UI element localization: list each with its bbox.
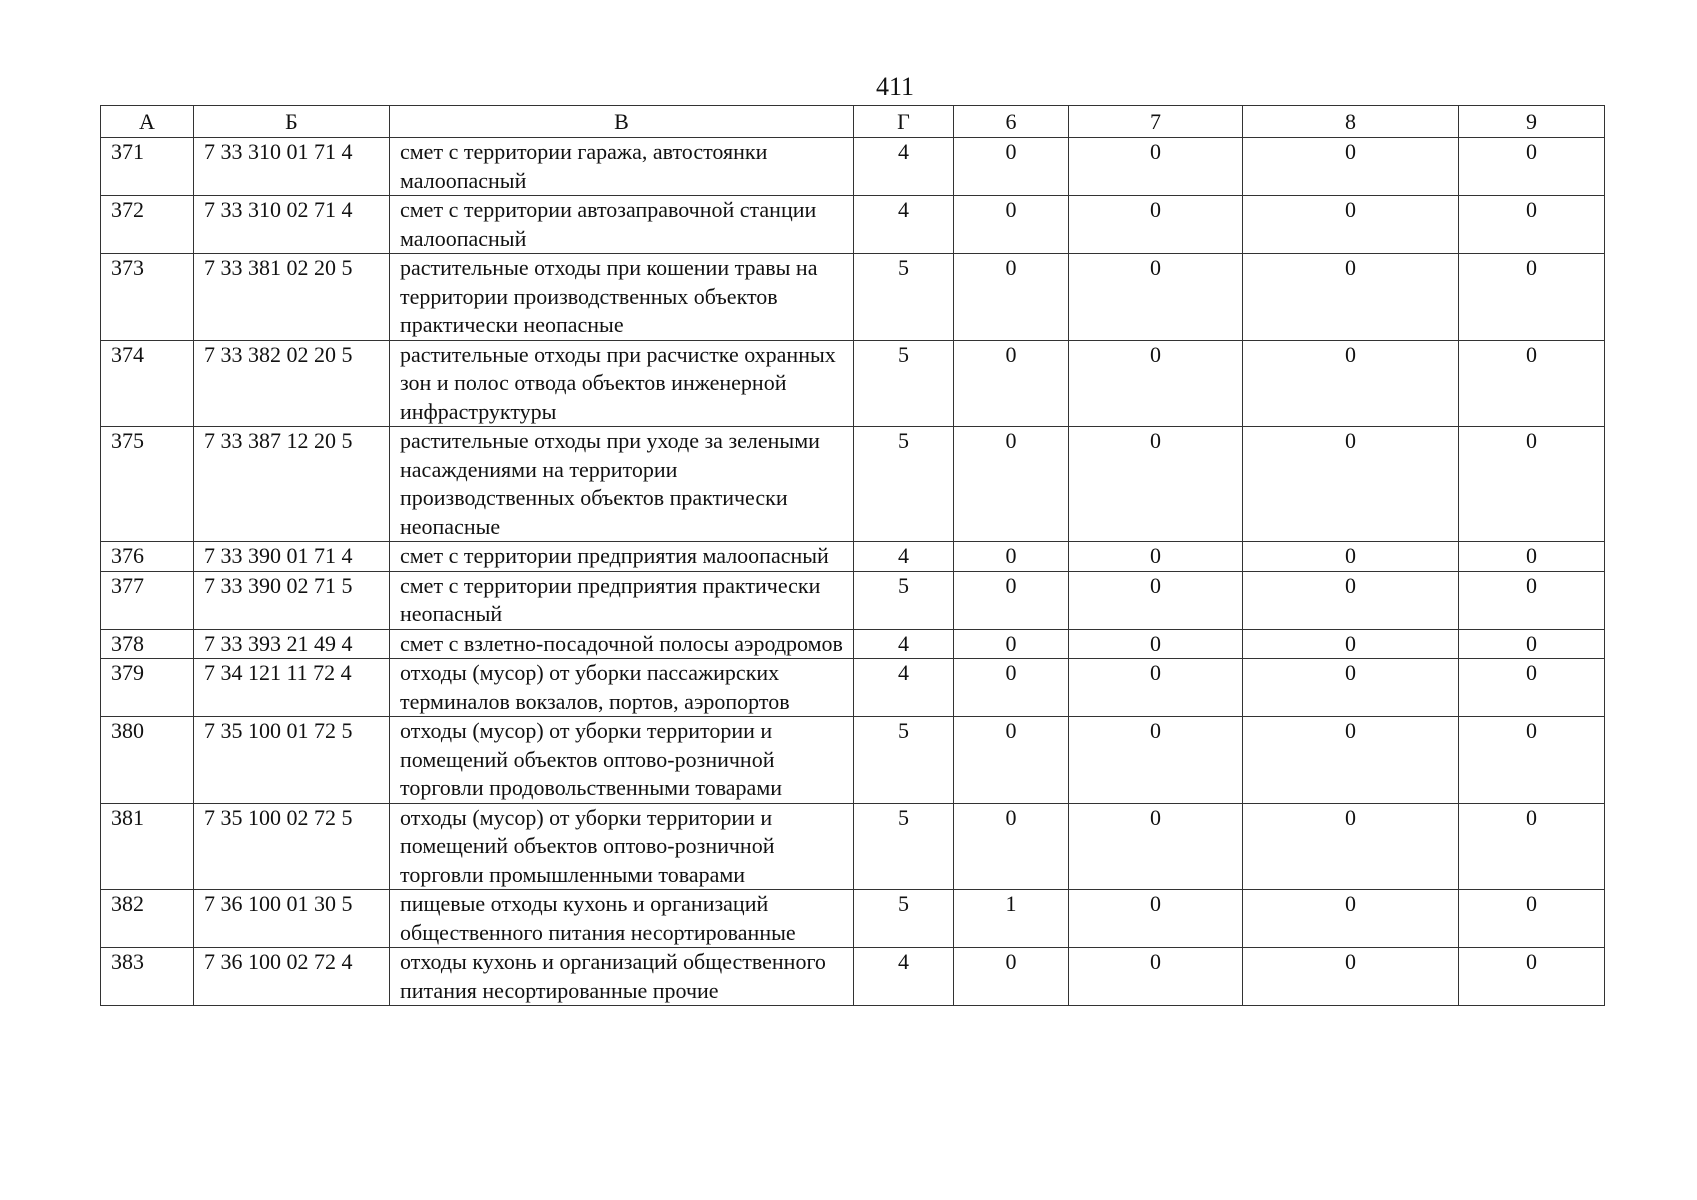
table-header-row	[101, 106, 1605, 138]
hazard-class-cell: 5	[854, 803, 954, 890]
waste-name-cell: растительные отходы при расчистке охранных зон и полос отвода объектов инженерной инфраструктуры	[390, 340, 854, 427]
hazard-class-cell: 5	[854, 890, 954, 948]
value-cell-7: 0	[1069, 254, 1243, 341]
table-row	[101, 629, 1605, 659]
value-cell-8: 0	[1243, 659, 1459, 717]
value-cell-7: 0	[1069, 571, 1243, 629]
value-cell-7: 0	[1069, 890, 1243, 948]
value-cell-9: 0	[1459, 571, 1605, 629]
value-cell-9: 0	[1459, 427, 1605, 542]
value-cell-6: 0	[954, 948, 1069, 1006]
waste-name-cell: смет с территории предприятия практически неопасный	[390, 571, 854, 629]
hazard-class-cell: 5	[854, 427, 954, 542]
waste-table	[100, 105, 1605, 1006]
value-cell-6: 0	[954, 571, 1069, 629]
value-cell-8: 0	[1243, 427, 1459, 542]
header-cell-7: 7	[1069, 106, 1243, 138]
value-cell-6: 0	[954, 717, 1069, 804]
row-number-cell: 372	[101, 196, 194, 254]
value-cell-8: 0	[1243, 138, 1459, 196]
hazard-class-cell: 4	[854, 948, 954, 1006]
header-cell-9: 9	[1459, 106, 1605, 138]
value-cell-8: 0	[1243, 196, 1459, 254]
header-cell-b: Б	[194, 106, 390, 138]
hazard-class-cell: 5	[854, 340, 954, 427]
row-number-cell: 371	[101, 138, 194, 196]
table-row	[101, 571, 1605, 629]
value-cell-8: 0	[1243, 542, 1459, 572]
waste-name-cell: растительные отходы при уходе за зелеными насаждениями на территории производственных объектов практически неопасные	[390, 427, 854, 542]
row-number-cell: 382	[101, 890, 194, 948]
row-number-cell: 374	[101, 340, 194, 427]
value-cell-9: 0	[1459, 948, 1605, 1006]
waste-name-cell: отходы (мусор) от уборки пассажирских терминалов вокзалов, портов, аэропортов	[390, 659, 854, 717]
header-cell-8: 8	[1243, 106, 1459, 138]
value-cell-8: 0	[1243, 948, 1459, 1006]
waste-name-cell: смет с территории гаража, автостоянки малоопасный	[390, 138, 854, 196]
value-cell-9: 0	[1459, 890, 1605, 948]
value-cell-7: 0	[1069, 427, 1243, 542]
value-cell-9: 0	[1459, 340, 1605, 427]
row-number-cell: 376	[101, 542, 194, 572]
value-cell-7: 0	[1069, 196, 1243, 254]
value-cell-9: 0	[1459, 803, 1605, 890]
row-number-cell: 378	[101, 629, 194, 659]
value-cell-9: 0	[1459, 138, 1605, 196]
value-cell-6: 0	[954, 340, 1069, 427]
hazard-class-cell: 5	[854, 254, 954, 341]
value-cell-7: 0	[1069, 542, 1243, 572]
waste-code-cell: 7 36 100 02 72 4	[194, 948, 390, 1006]
value-cell-7: 0	[1069, 629, 1243, 659]
table-row	[101, 427, 1605, 542]
value-cell-7: 0	[1069, 340, 1243, 427]
waste-name-cell: смет с территории автозаправочной станции малоопасный	[390, 196, 854, 254]
waste-name-cell: растительные отходы при кошении травы на территории производственных объектов практически неопасные	[390, 254, 854, 341]
hazard-class-cell: 4	[854, 138, 954, 196]
row-number-cell: 377	[101, 571, 194, 629]
waste-code-cell: 7 35 100 02 72 5	[194, 803, 390, 890]
waste-code-cell: 7 33 390 01 71 4	[194, 542, 390, 572]
waste-name-cell: смет с территории предприятия малоопасный	[390, 542, 854, 572]
value-cell-9: 0	[1459, 196, 1605, 254]
header-cell-a: А	[101, 106, 194, 138]
value-cell-6: 0	[954, 427, 1069, 542]
value-cell-8: 0	[1243, 629, 1459, 659]
waste-code-cell: 7 33 382 02 20 5	[194, 340, 390, 427]
value-cell-9: 0	[1459, 659, 1605, 717]
value-cell-8: 0	[1243, 254, 1459, 341]
table-row	[101, 196, 1605, 254]
waste-name-cell: отходы кухонь и организаций общественного питания несортированные прочие	[390, 948, 854, 1006]
waste-code-cell: 7 33 310 01 71 4	[194, 138, 390, 196]
value-cell-6: 0	[954, 254, 1069, 341]
hazard-class-cell: 4	[854, 659, 954, 717]
waste-name-cell: пищевые отходы кухонь и организаций общественного питания несортированные	[390, 890, 854, 948]
row-number-cell: 380	[101, 717, 194, 804]
row-number-cell: 375	[101, 427, 194, 542]
waste-code-cell: 7 33 381 02 20 5	[194, 254, 390, 341]
value-cell-9: 0	[1459, 542, 1605, 572]
value-cell-7: 0	[1069, 717, 1243, 804]
hazard-class-cell: 5	[854, 571, 954, 629]
row-number-cell: 381	[101, 803, 194, 890]
value-cell-7: 0	[1069, 803, 1243, 890]
waste-code-cell: 7 35 100 01 72 5	[194, 717, 390, 804]
value-cell-9: 0	[1459, 254, 1605, 341]
value-cell-7: 0	[1069, 138, 1243, 196]
value-cell-7: 0	[1069, 659, 1243, 717]
value-cell-8: 0	[1243, 803, 1459, 890]
waste-code-cell: 7 33 393 21 49 4	[194, 629, 390, 659]
header-cell-g: Г	[854, 106, 954, 138]
value-cell-8: 0	[1243, 571, 1459, 629]
value-cell-6: 1	[954, 890, 1069, 948]
value-cell-6: 0	[954, 138, 1069, 196]
hazard-class-cell: 5	[854, 717, 954, 804]
row-number-cell: 383	[101, 948, 194, 1006]
waste-code-cell: 7 33 310 02 71 4	[194, 196, 390, 254]
waste-name-cell: отходы (мусор) от уборки территории и помещений объектов оптово-розничной торговли промышленными товарами	[390, 803, 854, 890]
table-row	[101, 659, 1605, 717]
table-row	[101, 340, 1605, 427]
header-cell-6: 6	[954, 106, 1069, 138]
row-number-cell: 373	[101, 254, 194, 341]
table-row	[101, 542, 1605, 572]
value-cell-6: 0	[954, 803, 1069, 890]
hazard-class-cell: 4	[854, 196, 954, 254]
hazard-class-cell: 4	[854, 542, 954, 572]
table-row	[101, 717, 1605, 804]
value-cell-7: 0	[1069, 948, 1243, 1006]
table-row	[101, 254, 1605, 341]
value-cell-6: 0	[954, 659, 1069, 717]
waste-code-cell: 7 33 387 12 20 5	[194, 427, 390, 542]
value-cell-9: 0	[1459, 717, 1605, 804]
row-number-cell: 379	[101, 659, 194, 717]
value-cell-8: 0	[1243, 890, 1459, 948]
waste-code-cell: 7 33 390 02 71 5	[194, 571, 390, 629]
header-cell-v: В	[390, 106, 854, 138]
waste-code-cell: 7 34 121 11 72 4	[194, 659, 390, 717]
value-cell-8: 0	[1243, 717, 1459, 804]
page-number: 411	[875, 72, 915, 101]
hazard-class-cell: 4	[854, 629, 954, 659]
value-cell-8: 0	[1243, 340, 1459, 427]
value-cell-6: 0	[954, 629, 1069, 659]
table-row	[101, 948, 1605, 1006]
value-cell-6: 0	[954, 196, 1069, 254]
waste-name-cell: смет с взлетно-посадочной полосы аэродромов	[390, 629, 854, 659]
table-row	[101, 138, 1605, 196]
value-cell-6: 0	[954, 542, 1069, 572]
table-row	[101, 803, 1605, 890]
waste-code-cell: 7 36 100 01 30 5	[194, 890, 390, 948]
value-cell-9: 0	[1459, 629, 1605, 659]
table-row	[101, 890, 1605, 948]
waste-name-cell: отходы (мусор) от уборки территории и помещений объектов оптово-розничной торговли продовольственными товарами	[390, 717, 854, 804]
